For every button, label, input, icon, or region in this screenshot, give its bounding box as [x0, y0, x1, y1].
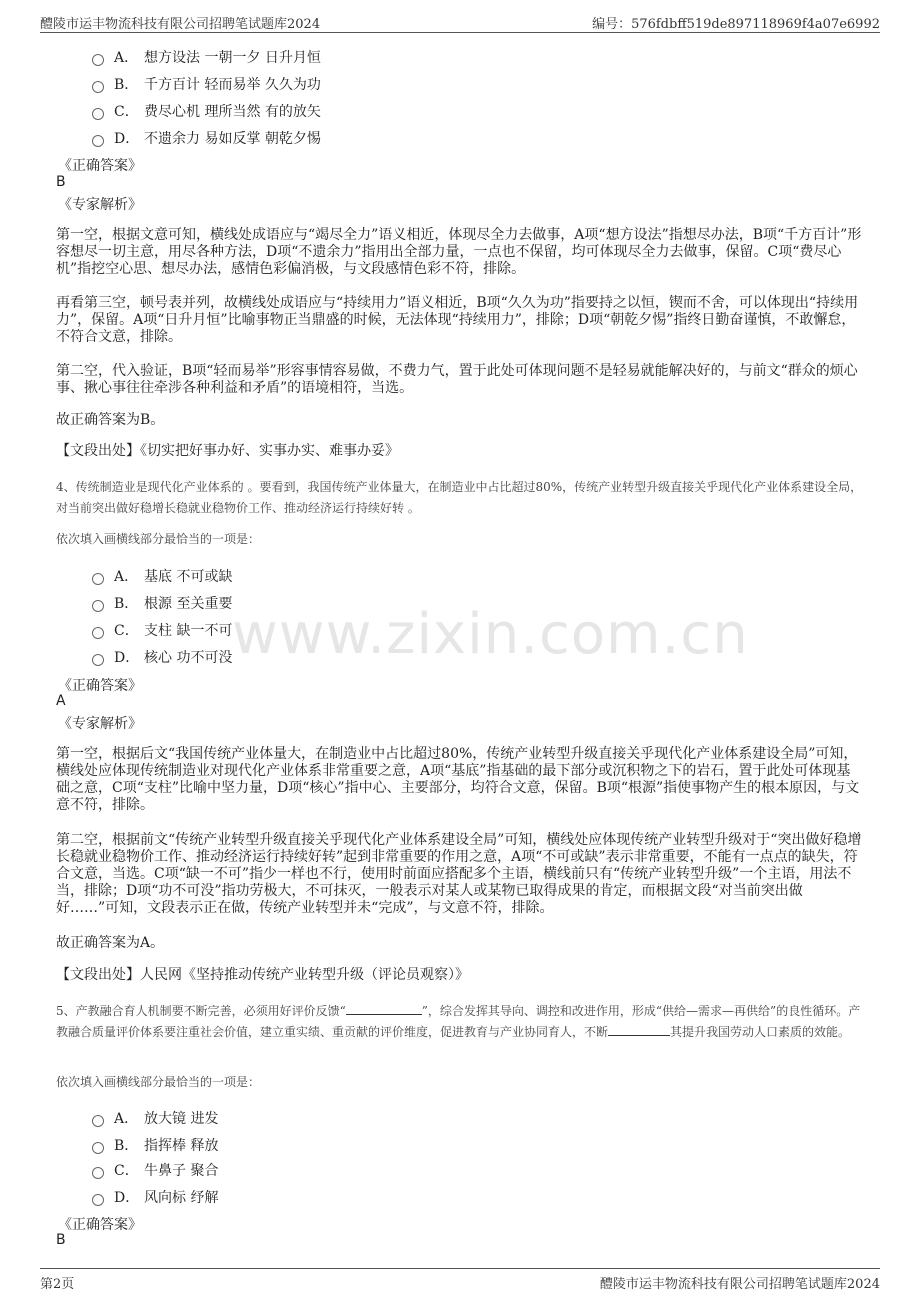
document-id: 编号：576fdbff519de897118969f4a07e6992 — [592, 17, 880, 32]
watermark: www.zixin.com.cn — [232, 602, 749, 667]
source-citation: 【文段出处】人民网《坚持推动传统产业转型升级（评论员观察）》 — [56, 967, 469, 983]
radio-icon[interactable] — [92, 81, 104, 93]
analysis-paragraph: 再看第三空，顿号表并列，故横线处成语应与“持续用力”语义相近，B项“久久为功”指要持之以恒，锲而不舍，可以体现出“持续用力”，保留。A项“日升月恒”比喻事物正当鼎盛的时候，无法体现“持续用力”，排除；D项“朝乾夕惕”指终日勤奋谨慎，不敢懈怠，不符合文意，排除。 — [56, 295, 859, 345]
question-instruction: 依次填入画横线部分最恰当的一项是： — [56, 532, 261, 546]
radio-icon[interactable] — [92, 600, 104, 612]
page-header — [40, 10, 880, 33]
analysis-label: 《专家解析》 — [58, 197, 142, 213]
answer-label: 《正确答案》 — [58, 1217, 142, 1233]
answer-value: B — [56, 174, 66, 190]
radio-icon[interactable] — [92, 108, 104, 120]
radio-icon[interactable] — [92, 573, 104, 585]
radio-icon[interactable] — [92, 1142, 104, 1154]
answer-label: 《正确答案》 — [58, 158, 142, 174]
fill-blank — [346, 1002, 422, 1015]
analysis-paragraph: 第一空，根据后文“我国传统产业体量大，在制造业中占比超过80%，传统产业转型升级直接关乎现代化产业体系建设全局”可知，横线处应体现传统制造业对现代化产业体系非常重要之意，A项“基底”指基础的最下部分或沉积物之下的岩石，置于此处可体现基础之意，C项“支柱”比喻中坚力量，D项“核心”指中心、主要部分，均符合文意，保留。B项“根源”指使事物产生的根本原因，与文意不符，排除。 — [56, 746, 860, 813]
analysis-paragraph: 第一空，根据文意可知，横线处成语应与“竭尽全力”语义相近，体现尽全力去做事，A项“想方设法”指想尽办法，B项“千方百计”形容想尽一切主意，用尽各种方法，D项“不遗余力”指用出全部力量，一点也不保留，均可体现尽全力去做事，保留。C项“费尽心机”指挖空心思、想尽办法，感情色彩偏消极，与文段感情色彩不符，排除。 — [56, 227, 862, 277]
analysis-conclusion: 故正确答案为B。 — [56, 412, 165, 428]
radio-icon[interactable] — [92, 54, 104, 66]
radio-icon[interactable] — [92, 627, 104, 639]
answer-label: 《正确答案》 — [58, 678, 142, 694]
question-4-text: 4、传统制造业是现代化产业体系的 。要看到，我国传统产业体量大，在制造业中占比超过80%，传统产业转型升级直接关乎现代化产业体系建设全局，对当前突出做好稳增长稳就业稳物价工作、推动经济运行持续好转 。 — [56, 480, 863, 515]
radio-icon[interactable] — [92, 1194, 104, 1206]
page-number: 第2页 — [40, 1277, 75, 1292]
radio-icon[interactable] — [92, 135, 104, 147]
analysis-paragraph: 第二空，根据前文“传统产业转型升级直接关乎现代化产业体系建设全局”可知，横线处应体现传统产业转型升级对于“突出做好稳增长稳就业稳物价工作、推动经济运行持续好转”起到非常重要的作用之意，A项“不可或缺”表示非常重要，不能有一点点的缺失，符合文意，当选。C项“缺一不可”指少一样也不行，使用时前面应搭配多个主语，横线前只有“传统产业转型升级”一个主语，用法不当，排除；D项“功不可没”指功劳极大，不可抹灭，一般表示对某人或某物已取得成果的肯定，而根据文段“对当前突出做好……”可知，文段表示正在做，传统产业转型并未“完成”，与文意不符，排除。 — [56, 832, 862, 916]
footer-title: 醴陵市运丰物流科技有限公司招聘笔试题库2024 — [599, 1277, 880, 1292]
radio-icon[interactable] — [92, 1115, 104, 1127]
question-instruction: 依次填入画横线部分最恰当的一项是： — [56, 1075, 261, 1089]
analysis-conclusion: 故正确答案为A。 — [56, 935, 165, 951]
analysis-paragraph: 第二空，代入验证，B项“轻而易举”形容事情容易做，不费力气，置于此处可体现问题不是轻易就能解决好的，与前文“群众的烦心事、揪心事往往牵涉各种利益和矛盾”的语境相符，当选。 — [56, 363, 858, 396]
analysis-label: 《专家解析》 — [58, 716, 142, 732]
header-title: 醴陵市运丰物流科技有限公司招聘笔试题库2024 — [40, 17, 321, 32]
answer-value: A — [56, 693, 66, 709]
radio-icon[interactable] — [92, 654, 104, 666]
source-citation: 【文段出处】《切实把好事办好、实事办实、难事办妥》 — [56, 443, 399, 459]
radio-icon[interactable] — [92, 1167, 104, 1179]
answer-value: B — [56, 1232, 66, 1248]
fill-blank — [608, 1023, 670, 1036]
question-5-text: 5、产教融合育人机制要不断完善，必须用好评价反馈“ ”，综合发挥其导向、调控和改进作用，形成“供给—需求—再供给”的良性循环。产教融合质量评价体系要注重社会价值，建立重实绩、重贡献的评价维度，促进教育与产业协同育人，不断 其提升我国劳动人口素质的效能。 — [56, 1004, 861, 1039]
page-footer — [40, 1268, 880, 1293]
